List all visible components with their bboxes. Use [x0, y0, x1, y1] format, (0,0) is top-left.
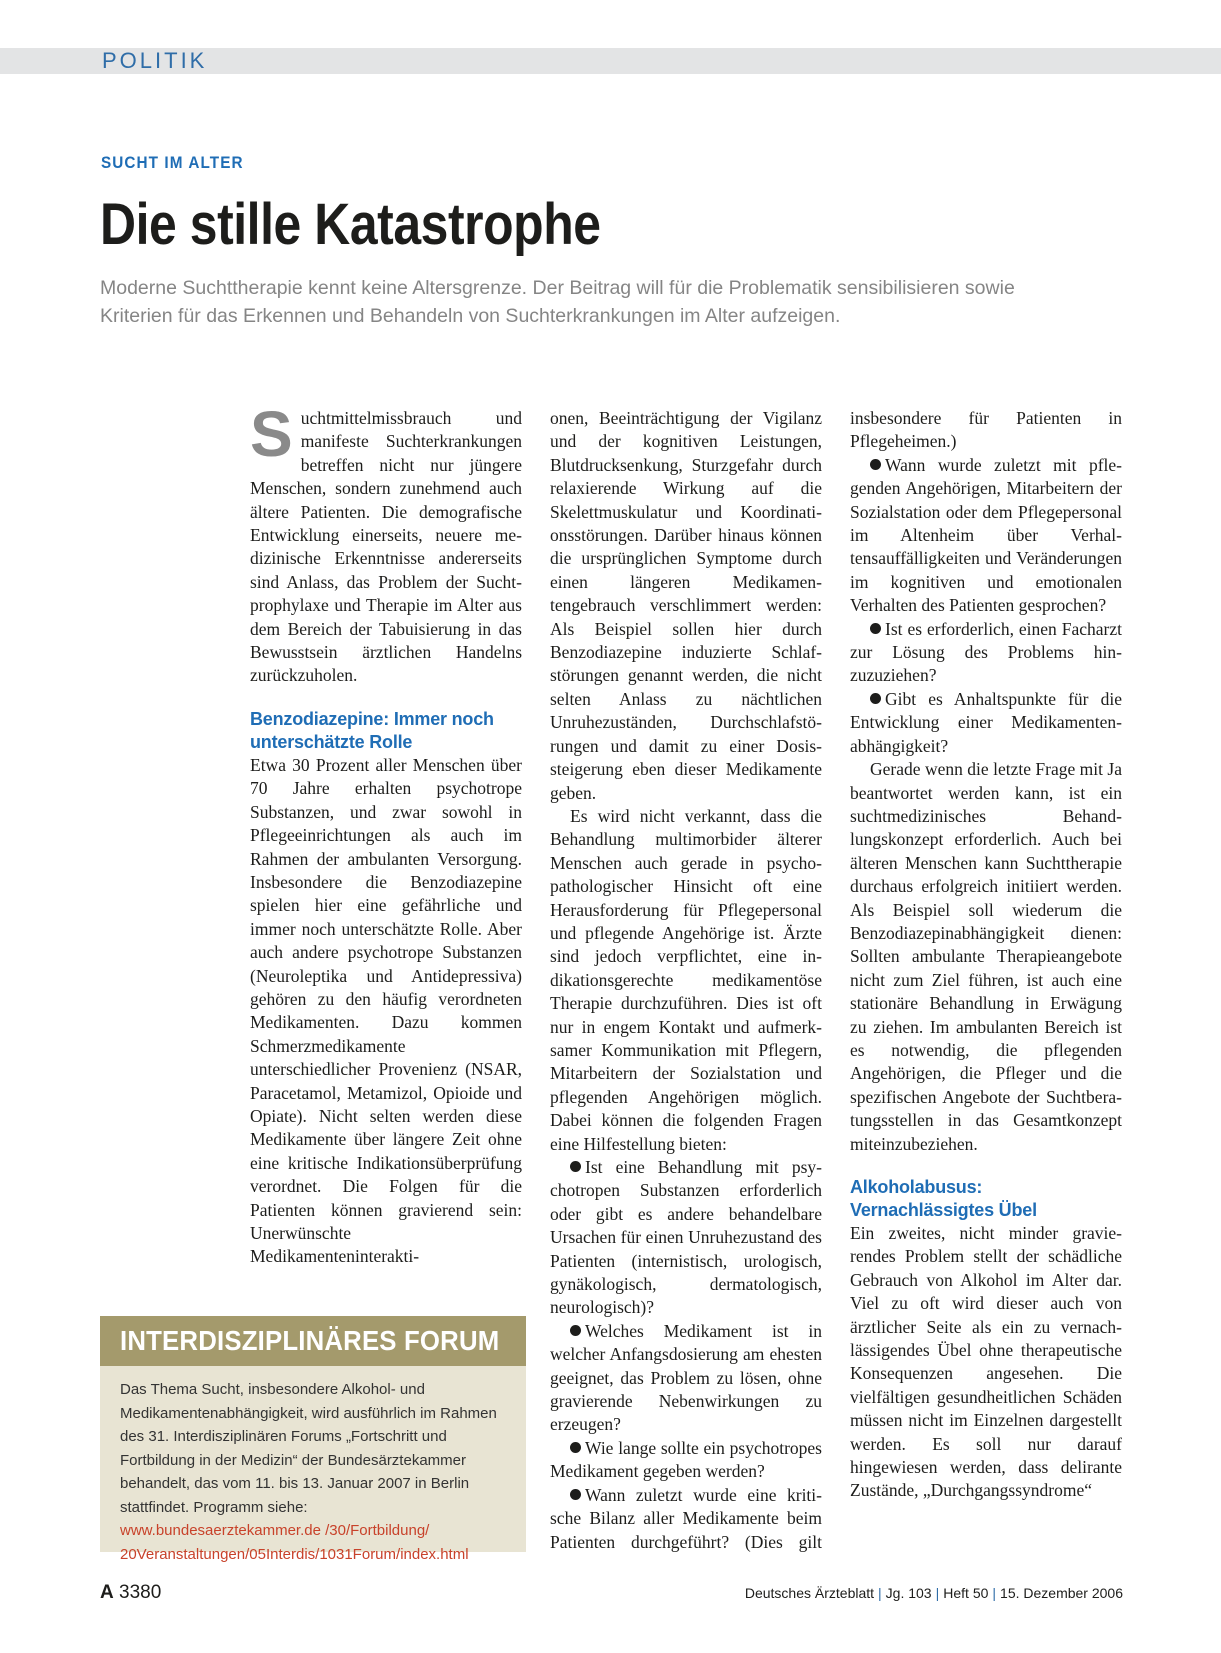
question-7-text: Gibt es Anhaltspunkte für die Entwicklung einer Medikamentenabhängigkeit?	[850, 688, 1122, 756]
page-number-value: 3380	[119, 1582, 162, 1603]
bullet-icon	[570, 1161, 581, 1172]
question-7	[850, 688, 1122, 758]
bullet-icon	[870, 693, 881, 704]
question-2	[550, 1320, 822, 1437]
paragraph-1: Etwa 30 Prozent aller Menschen über 70 Jahre erhalten psychotrope Substanzen, und zwar sowohl in Pflegeeinrichtungen als auch im Rahmen der ambulanten Versorgung. Insbesondere die Benzodiazepine spielen hier eine gefährliche und immer noch unterschätzte Rolle. Aber auch andere psychotrope Substanzen (Neuroleptika und Antidepressiva) gehören zu den häufig verordneten Medikamenten. Dazu kommen Schmerzmedikamente unterschiedlicher Provenienz (NSAR, Paracetamol, Metamizol, Opioide und Opiate). Nicht selten werden diese Medikamente über längere Zeit ohne eine kritische Indikationsüberprüfung verordnet. Die Folgen für die Patienten können gravierend sein: Unerwünschte Medikamenteninterakti-	[250, 754, 522, 1267]
journal-info: Deutsches Ärzteblatt | Jg. 103 | Heft 50 | 15. Dezember 2006	[744, 1585, 1123, 1601]
bullet-icon	[870, 459, 881, 470]
paragraph-3: Gerade wenn die letzte Frage mit Ja beantwortet werden kann, ist ein suchtmedizinisches Behandlungskonzept erforderlich. Auch bei älteren Menschen kann Suchttherapie durchaus erfolgreich initiiert werden. Als Beispiel soll wiederum die Benzodiazepinabhängigkeit dienen: Sollten ambulante Therapieangebote nicht zum Ziel führen, ist auch eine stationäre Behandlung in Erwägung zu ziehen. Im ambulanten Bereich ist es notwendig, die pflegenden Angehörigen, die Pfleger und die spezifischen Angebote der Suchtberatungsstellen in das Gesamtkonzept miteinzubeziehen.	[850, 759, 1122, 1154]
dropcap: S	[250, 398, 293, 470]
question-5	[850, 454, 1122, 618]
forum-heading-text: INTERDISZIPLINÄRES FORUM	[120, 1325, 500, 1356]
question-2-text: Welches Medikament ist in welcher Anfangsdosierung am ehesten geeignet, das Problem zu lösen, ohne gravierende Nebenwirkungen zu erzeugen?	[550, 1320, 822, 1435]
bullet-icon	[570, 1489, 581, 1500]
paragraph-4: Ein zweites, nicht minder gravierendes Problem stellt der schädliche Gebrauch von Alkohol im Alter dar. Viel zu oft wird dieser auch von ärztlicher Seite als ein zu vernachlässigendes Übel ohne therapeutische Konsequenzen angesehen. Die vielfältigen gesundheitlichen Schäden müssen nicht im Einzelnen dargestellt werden. Es soll nur darauf hingewiesen werden, dass delirante Zustände, „Durchgangssyndrome“	[850, 1223, 1122, 1501]
question-3-text: Wie lange sollte ein psychotropes Medikament gegeben werden?	[550, 1437, 822, 1482]
forum-body	[100, 1366, 526, 1566]
question-6-text: Ist es erforderlich, einen Facharzt zur Lösung des Problems hinzuzuziehen?	[850, 618, 1122, 686]
article-title: Die stille Katastrophe	[100, 192, 601, 257]
section-label: POLITIK	[102, 48, 208, 73]
subhead-benzodiazepine: Benzodiazepine: Immer noch unterschätzte Rolle	[250, 708, 494, 752]
question-4-text: Wann zuletzt wurde eine kritische Bilanz aller Medikamente beim Patienten durchgeführt? (Dies gilt insbesondere für Patienten in Pflegeheimen.)	[550, 408, 1122, 1552]
page-number	[100, 1582, 161, 1604]
question-5-text: Wann wurde zuletzt mit pflegenden Angehörigen, Mitarbeitern der Sozialstation oder dem Pflegepersonal im Altenheim über Verhaltensauffälligkeiten und Veränderungen im kognitiven und emotionalen Verhalten des Patienten gesprochen?	[850, 454, 1122, 616]
journal-name: Deutsches Ärzteblatt	[744, 1585, 875, 1601]
journal-issue: Heft 50	[943, 1585, 989, 1601]
question-6	[850, 618, 1122, 688]
intro-text: uchtmittelmissbrauch und manifeste Suchterkrankungen betreffen nicht nur jüngere Menschen, sondern zunehmend auch ältere Patienten. Die demografische Entwicklung einerseits, neuere medizinische Erkenntnisse andererseits sind Anlass, das Problem der Suchtprophylaxe und Therapie im Alter aus dem Bereich der Tabuisierung in das Bewusstsein ärztlichen Handelns zurückzuholen.	[250, 408, 522, 686]
forum-box	[100, 1316, 526, 1563]
question-1	[550, 1156, 822, 1320]
bullet-icon	[570, 1442, 581, 1453]
bullet-icon	[870, 623, 881, 634]
intro-paragraph	[250, 398, 522, 688]
paragraph-2: Es wird nicht verkannt, dass die Behandlung multimorbider älterer Menschen auch gerade in psychopathologischer Hinsicht oft eine Herausforderung für Pflegepersonal und pflegende Angehörige ist. Ärzte sind jedoch verpflichtet, eine indikationsgerechte medikamentöse Therapie durchzuführen. Dies ist oft nur in engem Kontakt und aufmerksamer Kommunikation mit Pflegern, Mitarbeitern der Sozialstation und pflegenden Angehörigen möglich. Dabei können die folgenden Fragen eine Hilfestellung bieten:	[550, 805, 822, 1154]
question-1-text: Ist eine Behandlung mit psychotropen Substanzen erforderlich oder gibt es andere behandelbare Ursachen für einen Unruhezustand des Patienten (internistisch, urologisch, gynäkologisch, dermatologisch, neurologisch)?	[550, 1157, 822, 1318]
page-prefix: A	[100, 1582, 114, 1603]
paragraph-1-continued: onen, Beeinträchtigung der Vigilanz und der kognitiven Leistungen, Blutdrucksenkung, Sturzgefahr durch relaxierende Wirkung auf die Skelettmuskulatur und Koordinationsstörungen. Darüber hinaus können die ursprünglichen Symptome durch einen längeren Medikamentengebrauch verschlimmert werden: Als Beispiel sollen hier durch Benzodiazepine induzierte Schlafstörungen genannt werden, die nicht selten Anlass zu nächtlichen Unruhezuständen, Durchschlafstörungen und damit zu einer Dosissteigerung eben dieser Medikamente geben.	[550, 408, 822, 803]
journal-volume: Jg. 103	[885, 1585, 932, 1601]
forum-link[interactable]: www.bundesaerztekammer.de /30/Fortbildung/ 20Veranstaltungen/05Interdis/1031Forum/index.html	[120, 1522, 469, 1563]
question-3	[550, 1437, 822, 1484]
bullet-icon	[570, 1325, 581, 1336]
subhead-alkohol: Alkoholabusus: Vernachlässigtes Übel	[850, 1177, 1037, 1220]
forum-heading	[100, 1316, 526, 1366]
article-kicker: SUCHT IM ALTER	[101, 153, 244, 172]
forum-text: Das Thema Sucht, insbesondere Alkohol- und Medikamentenabhängigkeit, wird ausführlich im Rahmen des 31. Interdisziplinären Forums „Fortschritt und Fortbildung in der Medizin“ der Bundesärztekammer behandelt, das vom 11. bis 13. Januar 2007 in Berlin stattfindet. Programm siehe:	[120, 1381, 497, 1516]
journal-date: 15. Dezember 2006	[1000, 1585, 1123, 1601]
article-lead: Moderne Suchttherapie kennt keine Altersgrenze. Der Beitrag will für die Problematik sensibilisieren sowie Kriterien für das Erkennen und Behandeln von Suchterkrankungen im Alter aufzeigen.	[100, 277, 1015, 327]
